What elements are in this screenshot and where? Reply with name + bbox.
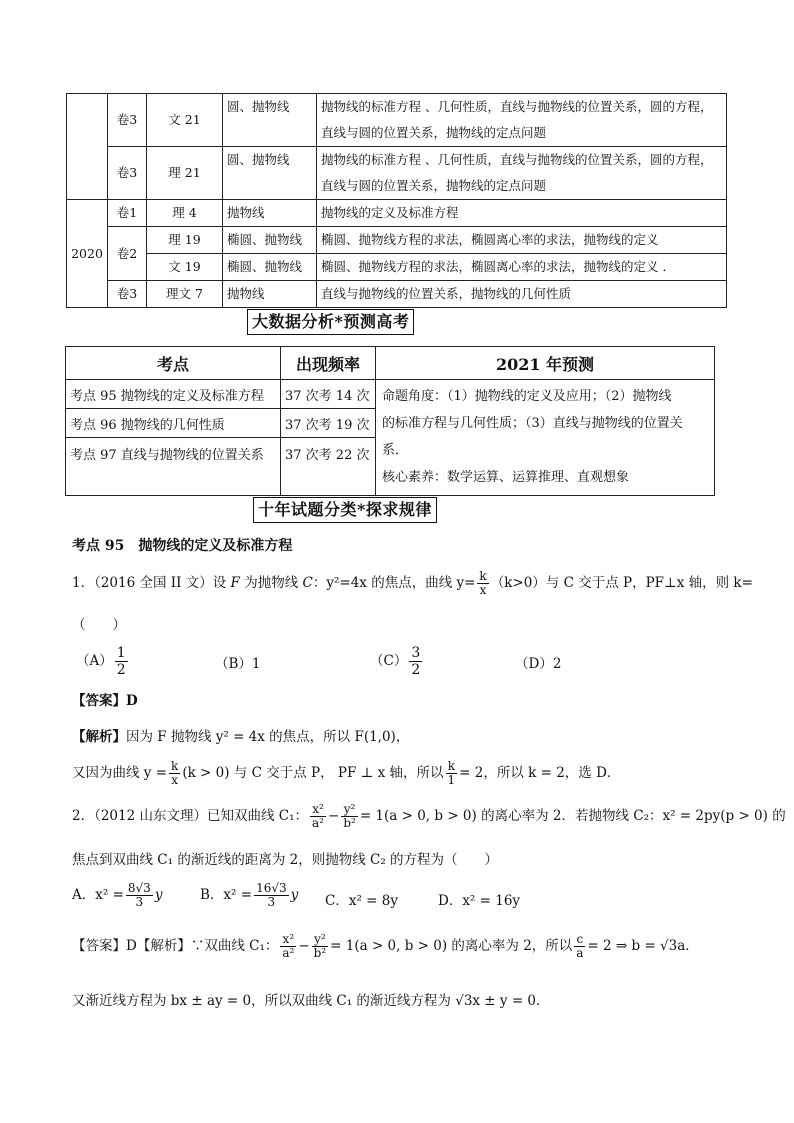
- volume-cell: 卷3: [108, 147, 147, 200]
- detail-cell: 椭圆、抛物线方程的求法，椭圆离心率的求法，抛物线的定义: [317, 227, 727, 254]
- option-a: A．x² = $\frac{8√3}{3}$ y: [72, 881, 163, 909]
- option-a: （A） $\frac{1}{2}$: [76, 645, 126, 678]
- point-cell: 考点 96 抛物线的几何性质: [66, 409, 281, 438]
- banner-ten-year-classification: 十年试题分类*探求规律: [253, 497, 437, 523]
- volume-cell: 卷3: [108, 94, 147, 147]
- answer-1: 【答案】D: [72, 693, 138, 709]
- question-cell: 文 19: [147, 254, 223, 281]
- detail-cell: 抛物线的标准方程 、几何性质，直线与抛物线的位置关系，圆的方程， 直线与圆的位置关系，抛物线的定点问题: [317, 94, 727, 147]
- frequency-cell: 37 次考 14 次: [281, 380, 376, 409]
- prediction-cell: 命题角度：（1）抛物线的定义及应用；（2）抛物线 的标准方程与几何性质；（3）直线与抛物线的位置关 系． 核心素养：数学运算、运算推理、直观想象: [376, 380, 715, 496]
- header-point: 考点: [66, 347, 281, 380]
- question-2-stem-line2: 焦点到双曲线 C₁ 的渐近线的距离为 2，则抛物线 C₂ 的方程为（ ）: [72, 852, 499, 868]
- exam-history-table: [66, 93, 727, 308]
- frequency-cell: 37 次考 22 次: [281, 438, 376, 496]
- detail-cell: 抛物线的标准方程 、几何性质，直线与抛物线的位置关系，圆的方程， 直线与圆的位置关系，抛物线的定点问题: [317, 147, 727, 200]
- analysis-1-line2: 又因为曲线 y = $\frac{k}{x}$ (k > 0) 与 C 交于点 P， PF ⊥ x 轴，所以 $\frac{k}{1}$ = 2，所以 k = 2，选 D．: [72, 759, 621, 787]
- option-d: D．x² = 16y: [438, 893, 521, 909]
- banner-big-data-analysis: 大数据分析*预测高考: [247, 309, 414, 335]
- header-prediction: 2021 年预测: [376, 347, 715, 380]
- year-cell: 2020: [67, 200, 108, 308]
- question-1-stem: 1．（2016 全国 II 文）设 F 为抛物线 C：y²=4x 的焦点，曲线 y= $\frac{k}{x}$ （k>0）与 C 交于点 P，PF⊥x 轴，则 k=: [72, 569, 753, 597]
- answer-analysis-2: 【答案】D【解析】∵双曲线 C₁： $\frac{\text{x²}}{\text{a²}}$ − $\frac{\text{y²}}{\text{b²}}$ = 1(a > 0, b > 0) 的离心率为 2，所以 $\frac{c}{a}$ = 2 ⇒ b = √3a．: [72, 932, 699, 960]
- detail-cell: 椭圆、抛物线方程的求法，椭圆离心率的求法，抛物线的定义 ．: [317, 254, 727, 281]
- topic-cell: 抛物线: [223, 200, 317, 227]
- analysis-2-line2: 又渐近线方程为 bx ± ay = 0，所以双曲线 C₁ 的渐近线方程为 √3x ± y = 0．: [72, 993, 550, 1009]
- frequency-table: [65, 346, 715, 496]
- question-cell: 理文 7: [147, 281, 223, 308]
- topic-cell: 椭圆、抛物线: [223, 227, 317, 254]
- point-cell: 考点 95 抛物线的定义及标准方程: [66, 380, 281, 409]
- frequency-cell: 37 次考 19 次: [281, 409, 376, 438]
- option-c: C．x² = 8y: [325, 893, 398, 909]
- analysis-1-line1: 【解析】因为 F 抛物线 y² = 4x 的焦点，所以 F(1,0)，: [72, 729, 410, 745]
- header-frequency: 出现频率: [281, 347, 376, 380]
- question-cell: 理 4: [147, 200, 223, 227]
- detail-cell: 直线与抛物线的位置关系，抛物线的几何性质: [317, 281, 727, 308]
- topic-cell: 圆、抛物线: [223, 147, 317, 200]
- volume-cell: 卷3: [108, 281, 147, 308]
- point-cell: 考点 97 直线与抛物线的位置关系: [66, 438, 281, 496]
- section-title: 考点 95 抛物线的定义及标准方程: [72, 538, 293, 554]
- question-1-paren: （ ）: [72, 617, 126, 633]
- volume-cell: 卷2: [108, 227, 147, 281]
- option-d: （D）2: [515, 656, 562, 672]
- topic-cell: 圆、抛物线: [223, 94, 317, 147]
- topic-cell: 椭圆、抛物线: [223, 254, 317, 281]
- volume-cell: 卷1: [108, 200, 147, 227]
- question-cell: 理 21: [147, 147, 223, 200]
- question-cell: 理 19: [147, 227, 223, 254]
- year-cell: [67, 94, 108, 200]
- question-2-stem: 2．（2012 山东文理）已知双曲线 C₁： $\frac{\text{x²}}{\text{a²}}$ − $\frac{\text{y²}}{\text{b²}}$ = 1(a > 0, b > 0) 的离心率为 2．若抛物线 C₂：x² = 2py(p > 0) 的: [72, 802, 786, 830]
- option-c: （C） $\frac{3}{2}$: [370, 645, 421, 678]
- option-b: （B）1: [215, 656, 261, 672]
- topic-cell: 抛物线: [223, 281, 317, 308]
- option-b: B．x² = $\frac{16√3}{3}$ y: [200, 881, 299, 909]
- question-cell: 文 21: [147, 94, 223, 147]
- detail-cell: 抛物线的定义及标准方程: [317, 200, 727, 227]
